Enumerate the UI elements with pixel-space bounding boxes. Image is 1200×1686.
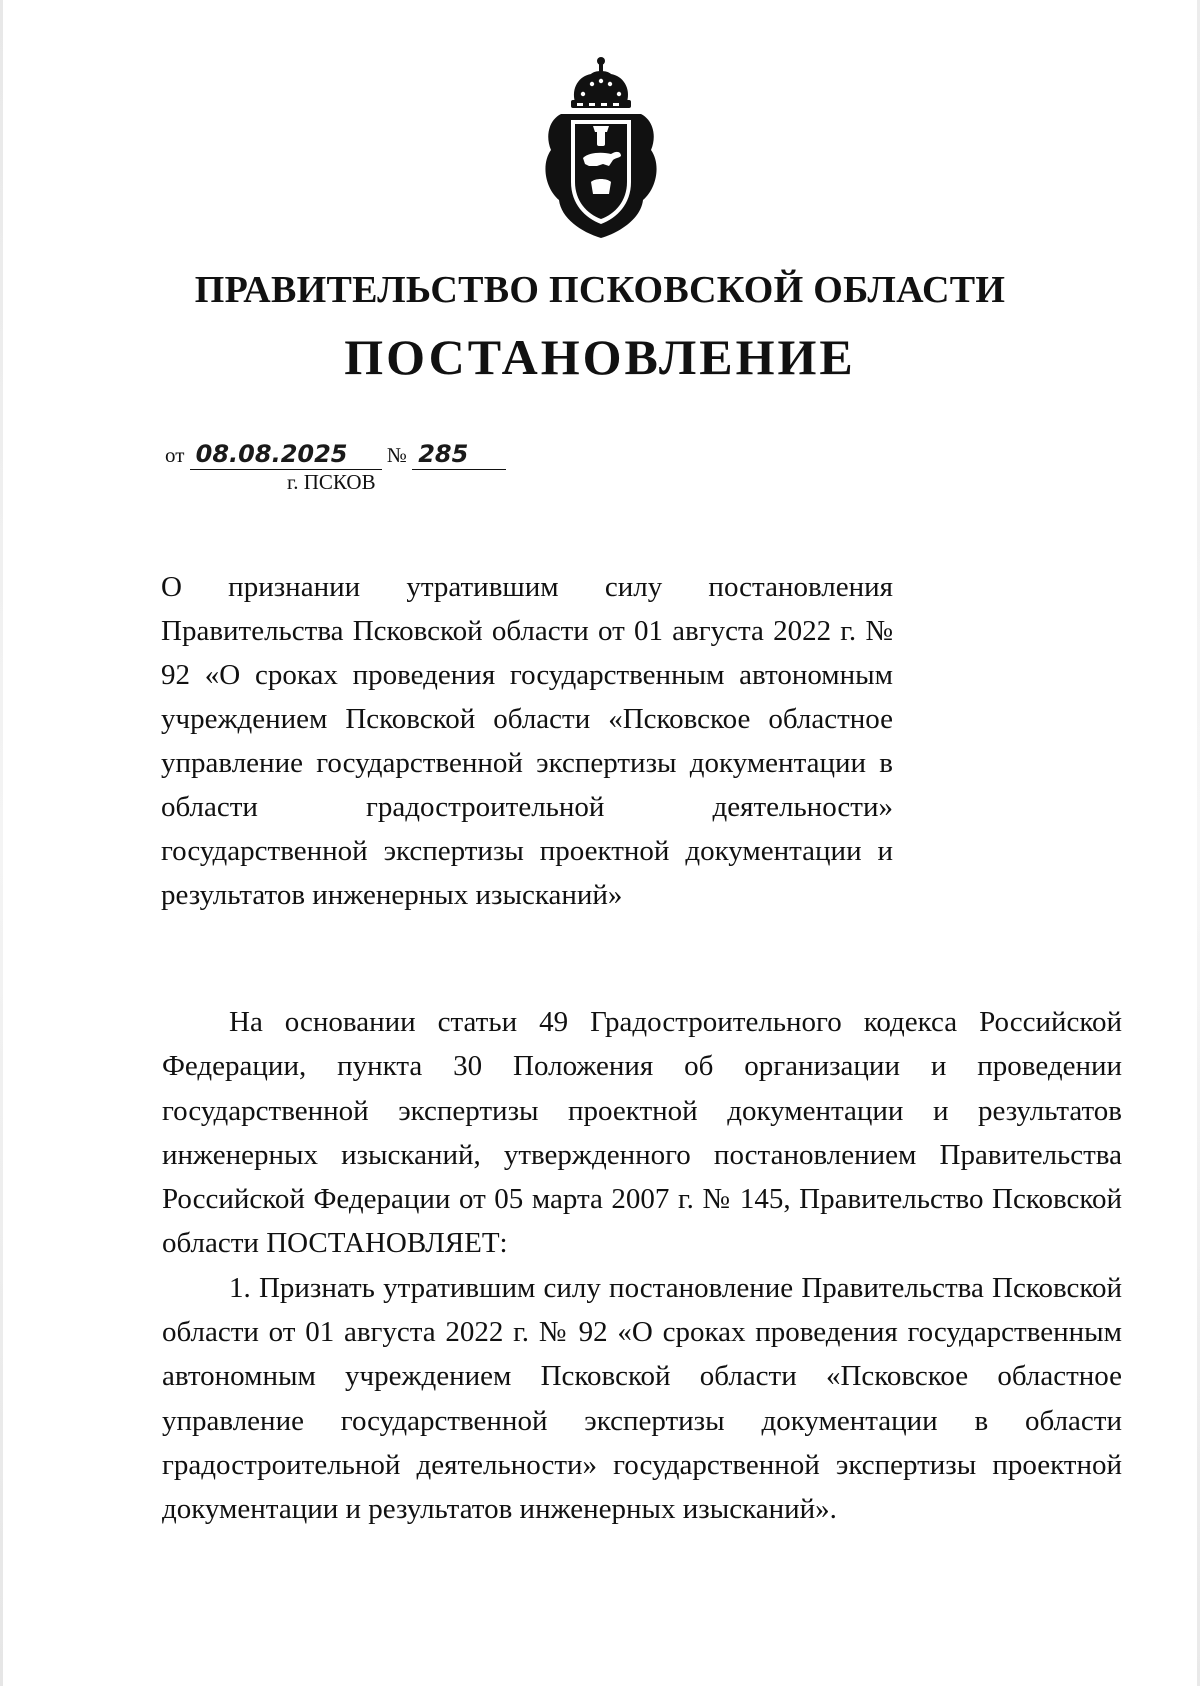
document-subject: О признании утратившим силу постановления Правительства Псковской области от 01 августа 2022 г. № 92 «О сроках проведения государственным автономным учреждением Псковской области «Псковское областное управление государственной экспертизы документации в области градостроительной деятельности» государственной экспертизы проектной документации и результатов инженерных изысканий» — [161, 571, 893, 911]
handwritten-date: 08.08.2025 — [190, 440, 382, 470]
item-1-paragraph: 1. Признать утратившим силу постановление Правительства Псковской области от 01 августа 2022 г. № 92 «О сроках проведения государственным автономным учреждением Псковской области «Псковское областное управление государственной экспертизы документации в области градостроительной деятельности» государственной экспертизы проектной документации и результатов инженерных изысканий». — [162, 1271, 1122, 1526]
document-body — [162, 1000, 1122, 1532]
document-type-title: ПОСТАНОВЛЕНИЕ — [344, 329, 856, 385]
pskov-coat-of-arms-icon — [531, 54, 671, 244]
city-label: г. ПСКОВ — [287, 470, 376, 494]
government-title: ПРАВИТЕЛЬСТВО ПСКОВСКОЙ ОБЛАСТИ — [194, 269, 1006, 311]
preamble-paragraph: На основании статьи 49 Градостроительного кодекса Российской Федерации, пункта 30 Положения об организации и проведении государственной экспертизы проектной документации и результатов инженерных изысканий, утвержденного постановлением Правительства Российской Федерации от 05 марта 2007 г. № 145, Правительство Псковской области ПОСТАНОВЛЯЕТ: — [162, 1006, 1122, 1260]
date-label: от — [165, 443, 185, 467]
scan-edge-left — [0, 0, 3, 1686]
number-label: № — [386, 443, 407, 467]
document-meta — [165, 440, 506, 470]
handwritten-number: 285 — [412, 440, 506, 470]
